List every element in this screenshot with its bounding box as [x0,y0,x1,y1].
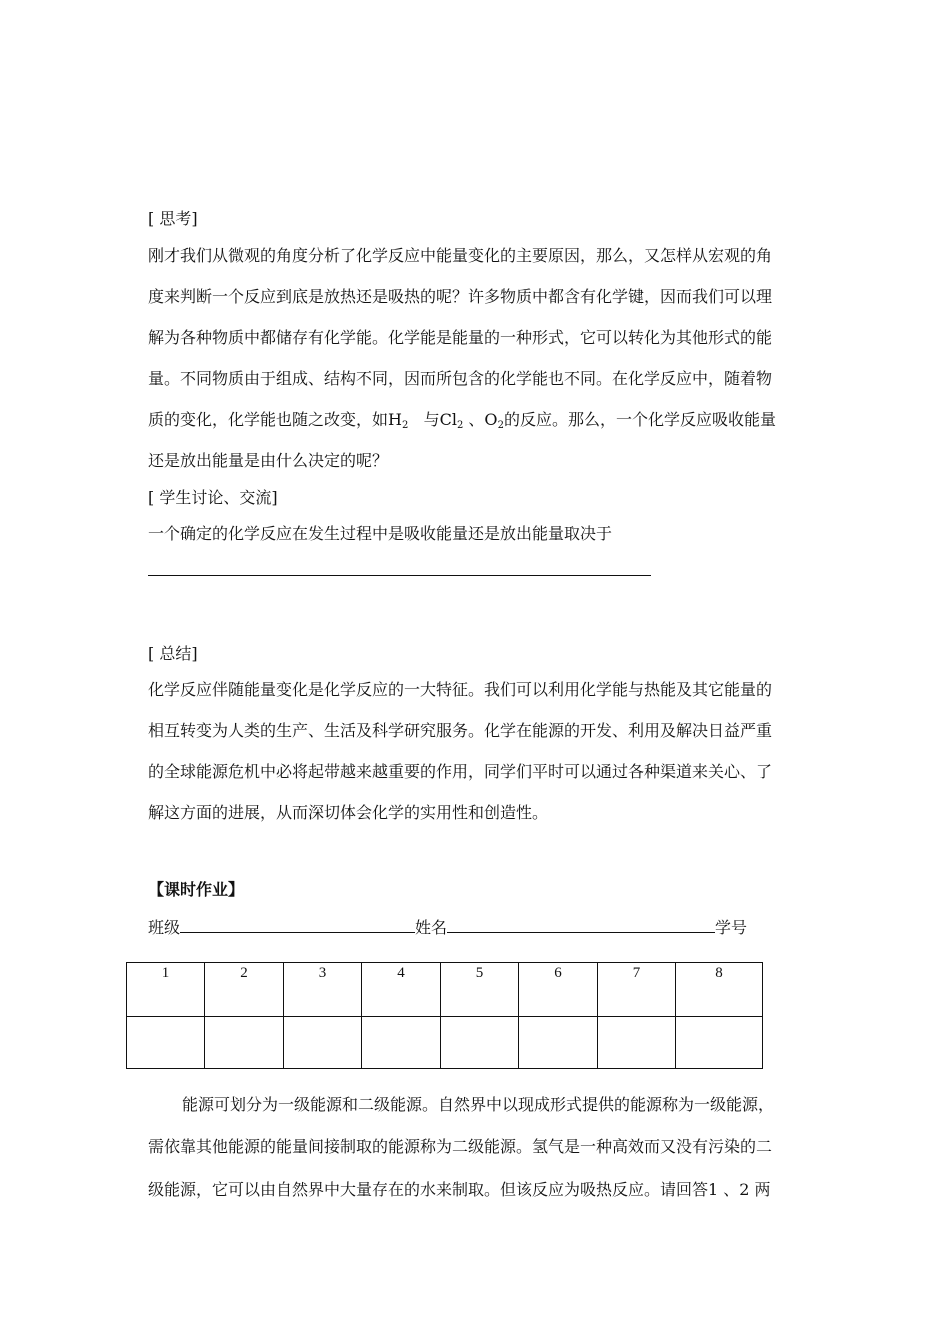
name-blank[interactable] [447,916,715,933]
energy-line-3: 级能源，它可以由自然界中大量存在的水来制取。但该反应为吸热反应。请回答1 、2 两 [148,1180,771,1199]
question-number-cell: 7 [598,963,676,1017]
summary-line-2: 相互转变为人类的生产、生活及科学研究服务。化学在能源的开发、利用及解决日益严重 [148,721,773,740]
answer-cell[interactable] [519,1017,598,1069]
summary-line-4: 解这方面的进展，从而深切体会化学的实用性和创造性。 [148,803,549,822]
energy-line-2: 需依靠其他能源的能量间接制取的能源称为二级能源。氢气是一种高效而又没有污染的二 [148,1137,773,1156]
answer-table-header-row [127,963,763,1017]
question-number-cell: 1 [127,963,205,1017]
think-line-1: 刚才我们从微观的角度分析了化学反应中能量变化的主要原因，那么，又怎样从宏观的角 [148,246,773,265]
answer-cell[interactable] [205,1017,284,1069]
think-line-2: 度来判断一个反应到底是放热还是吸热的呢？许多物质中都含有化学键，因而我们可以理 [148,287,773,306]
o2-subscript: 2 [497,420,504,431]
think-line-3: 解为各种物质中都储存有化学能。化学能是能量的一种形式，它可以转化为其他形式的能 [148,328,773,347]
think-line-5-after: 的反应。那么，一个化学反应吸收能量 [503,410,776,429]
class-blank[interactable] [180,916,415,933]
summary-line-3: 的全球能源危机中必将起带越来越重要的作用，同学们平时可以通过各种渠道来关心、了 [148,762,773,781]
answer-cell[interactable] [362,1017,441,1069]
think-heading: [ 思考] [148,209,198,228]
question-number-cell: 3 [284,963,362,1017]
summary-heading: [ 总结] [148,644,198,663]
h2-subscript: 2 [401,420,409,431]
question-number-cell: 8 [676,963,763,1017]
think-line-5-before: 质的变化，化学能也随之改变，如H [148,410,402,429]
discuss-line: 一个确定的化学反应在发生过程中是吸收能量还是放出能量取决于 [148,524,613,543]
answer-cell[interactable] [598,1017,676,1069]
homework-title: 【课时作业】 [148,880,245,899]
class-label: 班级 [148,918,181,937]
answer-table-answer-row [127,1017,763,1069]
think-line-5 [148,410,776,436]
answer-cell[interactable] [284,1017,362,1069]
cl2-subscript: 2 [456,420,464,431]
think-line-4: 量。不同物质由于组成、结构不同，因而所包含的化学能也不同。在化学反应中，随着物 [148,369,773,388]
question-number-cell: 6 [519,963,598,1017]
answer-table [126,962,763,1069]
answer-blank-line [148,575,651,576]
answer-cell[interactable] [441,1017,519,1069]
question-number-cell: 2 [205,963,284,1017]
summary-line-1: 化学反应伴随能量变化是化学反应的一大特征。我们可以利用化学能与热能及其它能量的 [148,680,773,699]
answer-cell[interactable] [676,1017,763,1069]
student-id-label: 学号 [715,918,748,937]
student-info-row [148,916,747,938]
energy-line-1: 能源可划分为一级能源和二级能源。自然界中以现成形式提供的能源称为一级能源， [182,1095,775,1114]
answer-cell[interactable] [127,1017,205,1069]
discuss-heading: [ 学生讨论、交流] [148,488,278,507]
think-line-5-mid2: 、O [463,410,498,429]
think-line-5-mid1: 与Cl [408,410,457,429]
question-number-cell: 5 [441,963,519,1017]
think-line-6: 还是放出能量是由什么决定的呢？ [148,451,389,470]
name-label: 姓名 [415,918,448,937]
question-number-cell: 4 [362,963,441,1017]
